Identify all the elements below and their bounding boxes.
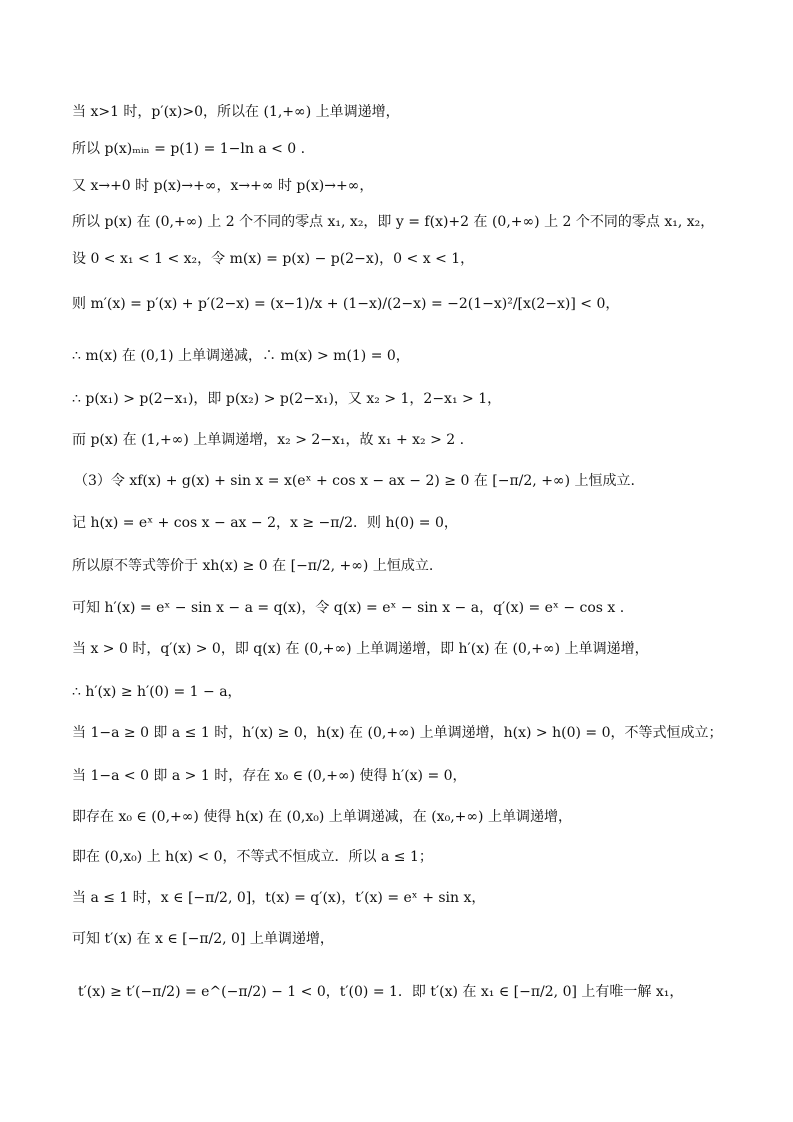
text-line: 则 m′(x) = p′(x) + p′(2−x) = (x−1)/x + (1−x)/(2−x) = −2(1−x)²/[x(2−x)] < 0，: [72, 296, 620, 312]
text-line: 又 x→+0 时 p(x)→+∞，x→+∞ 时 p(x)→+∞，: [72, 178, 374, 194]
text-line: 当 a ≤ 1 时，x ∈ [−π/2, 0]，t(x) = q′(x)，t′(x) = eˣ + sin x，: [72, 890, 486, 906]
text-line: 而 p(x) 在 (1,+∞) 上单调递增，x₂ > 2−x₁，故 x₁ + x₂ > 2 .: [72, 432, 465, 448]
text-line: 即在 (0,x₀) 上 h(x) < 0，不等式不恒成立．所以 a ≤ 1；: [72, 849, 433, 865]
text-line: 所以 p(x)ₘᵢₙ = p(1) = 1−ln a < 0 .: [72, 141, 306, 157]
text-line: 可知 t′(x) 在 x ∈ [−π/2, 0] 上单调递增，: [72, 931, 334, 947]
text-line: 当 1−a ≥ 0 即 a ≤ 1 时，h′(x) ≥ 0，h(x) 在 (0,+∞) 上单调递增，h(x) > h(0) = 0，不等式恒成立；: [72, 725, 723, 741]
text-line: 所以 p(x) 在 (0,+∞) 上 2 个不同的零点 x₁, x₂，即 y = f(x)+2 在 (0,+∞) 上 2 个不同的零点 x₁, x₂，: [72, 214, 715, 230]
text-line: 当 x > 0 时，q′(x) > 0，即 q(x) 在 (0,+∞) 上单调递增，即 h′(x) 在 (0,+∞) 上单调递增，: [72, 641, 649, 657]
text-line: t′(x) ≥ t′(−π/2) = e^(−π/2) − 1 < 0，t′(0) = 1．即 t′(x) 在 x₁ ∈ [−π/2, 0] 上有唯一解 x₁，: [78, 984, 684, 1000]
text-line: 当 x>1 时，p′(x)>0，所以在 (1,+∞) 上单调递增，: [72, 104, 400, 120]
text-line: ∴ h′(x) ≥ h′(0) = 1 − a，: [72, 684, 242, 700]
text-line: （3）令 xf(x) + g(x) + sin x = x(eˣ + cos x − ax − 2) ≥ 0 在 [−π/2, +∞) 上恒成立.: [74, 473, 635, 489]
text-line: ∴ m(x) 在 (0,1) 上单调递减，∴ m(x) > m(1) = 0，: [72, 348, 410, 364]
text-line: 当 1−a < 0 即 a > 1 时，存在 x₀ ∈ (0,+∞) 使得 h′(x) = 0，: [72, 768, 467, 784]
text-line: 所以原不等式等价于 xh(x) ≥ 0 在 [−π/2, +∞) 上恒成立.: [72, 558, 434, 574]
text-line: 记 h(x) = eˣ + cos x − ax − 2，x ≥ −π/2．则 h(0) = 0，: [72, 515, 458, 531]
text-line: ∴ p(x₁) > p(2−x₁)，即 p(x₂) > p(2−x₁)，又 x₂ > 1，2−x₁ > 1，: [72, 391, 502, 407]
text-line: 设 0 < x₁ < 1 < x₂，令 m(x) = p(x) − p(2−x)，0 < x < 1，: [72, 251, 475, 267]
text-line: 可知 h′(x) = eˣ − sin x − a = q(x)，令 q(x) = eˣ − sin x − a，q′(x) = eˣ − cos x .: [72, 600, 625, 616]
text-line: 即存在 x₀ ∈ (0,+∞) 使得 h(x) 在 (0,x₀) 上单调递减，在 (x₀,+∞) 上单调递增，: [72, 809, 572, 825]
